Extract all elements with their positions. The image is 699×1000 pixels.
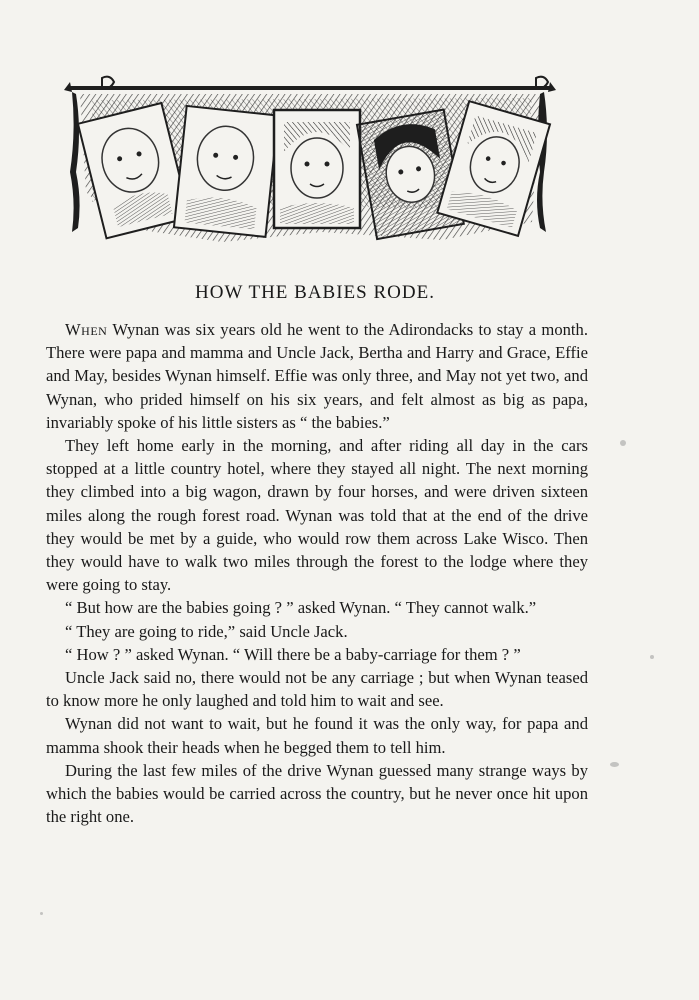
scan-speck [650,655,654,659]
paragraph: “ But how are the babies going ? ” asked Wynan. “ They cannot walk.” [65,598,537,618]
drop-word: When [65,320,108,339]
paragraph-text: Wynan was six years old he went to the Adirondacks to stay a month. There were papa and mamma and Uncle Jack, Bertha and Harry and Grace, Effie and May, besides Wynan himself. Effie was only three, and May not yet two, and Wynan, who prided himself on his six years, and felt almost as big as papa, invariably spoke of his little sisters as “ the babies.” [46,320,588,432]
paragraph [46,318,588,434]
paragraph: They left home early in the morning, and after riding all day in the cars stopped at a little country hotel, where they stayed all night. The next morning they climbed into a big wagon, drawn by four horses, and were driven sixteen miles along the rough forest road. Wynan was told that at the end of the drive they would be met by a guide, who would row them across Lake Wisco. Then they would have to walk two miles through the forest to the lodge where they were going to stay. [46,436,588,595]
paragraph: Uncle Jack said no, there would not be any carriage ; but when Wynan teased to know more he only laughed and told him to wait and see. [46,668,588,711]
paragraph: During the last few miles of the drive Wynan guessed many strange ways by which the babies would be carried across the country, but he never once hit upon the right one. [46,760,588,827]
story-body [46,318,588,828]
portrait-banner-illustration [62,72,558,252]
paragraph: “ They are going to ride,” said Uncle Jack. [65,621,348,641]
paragraph: Wynan did not want to wait, but he found it was the only way, for papa and mamma shook their heads when he begged them to tell him. [46,714,588,757]
paragraph: “ How ? ” asked Wynan. “ Will there be a baby-carriage for them ? ” [65,644,521,664]
scan-speck [610,762,619,767]
scan-speck [620,440,626,446]
story-title: HOW THE BABIES RODE. [195,282,435,303]
scan-speck [40,912,43,915]
